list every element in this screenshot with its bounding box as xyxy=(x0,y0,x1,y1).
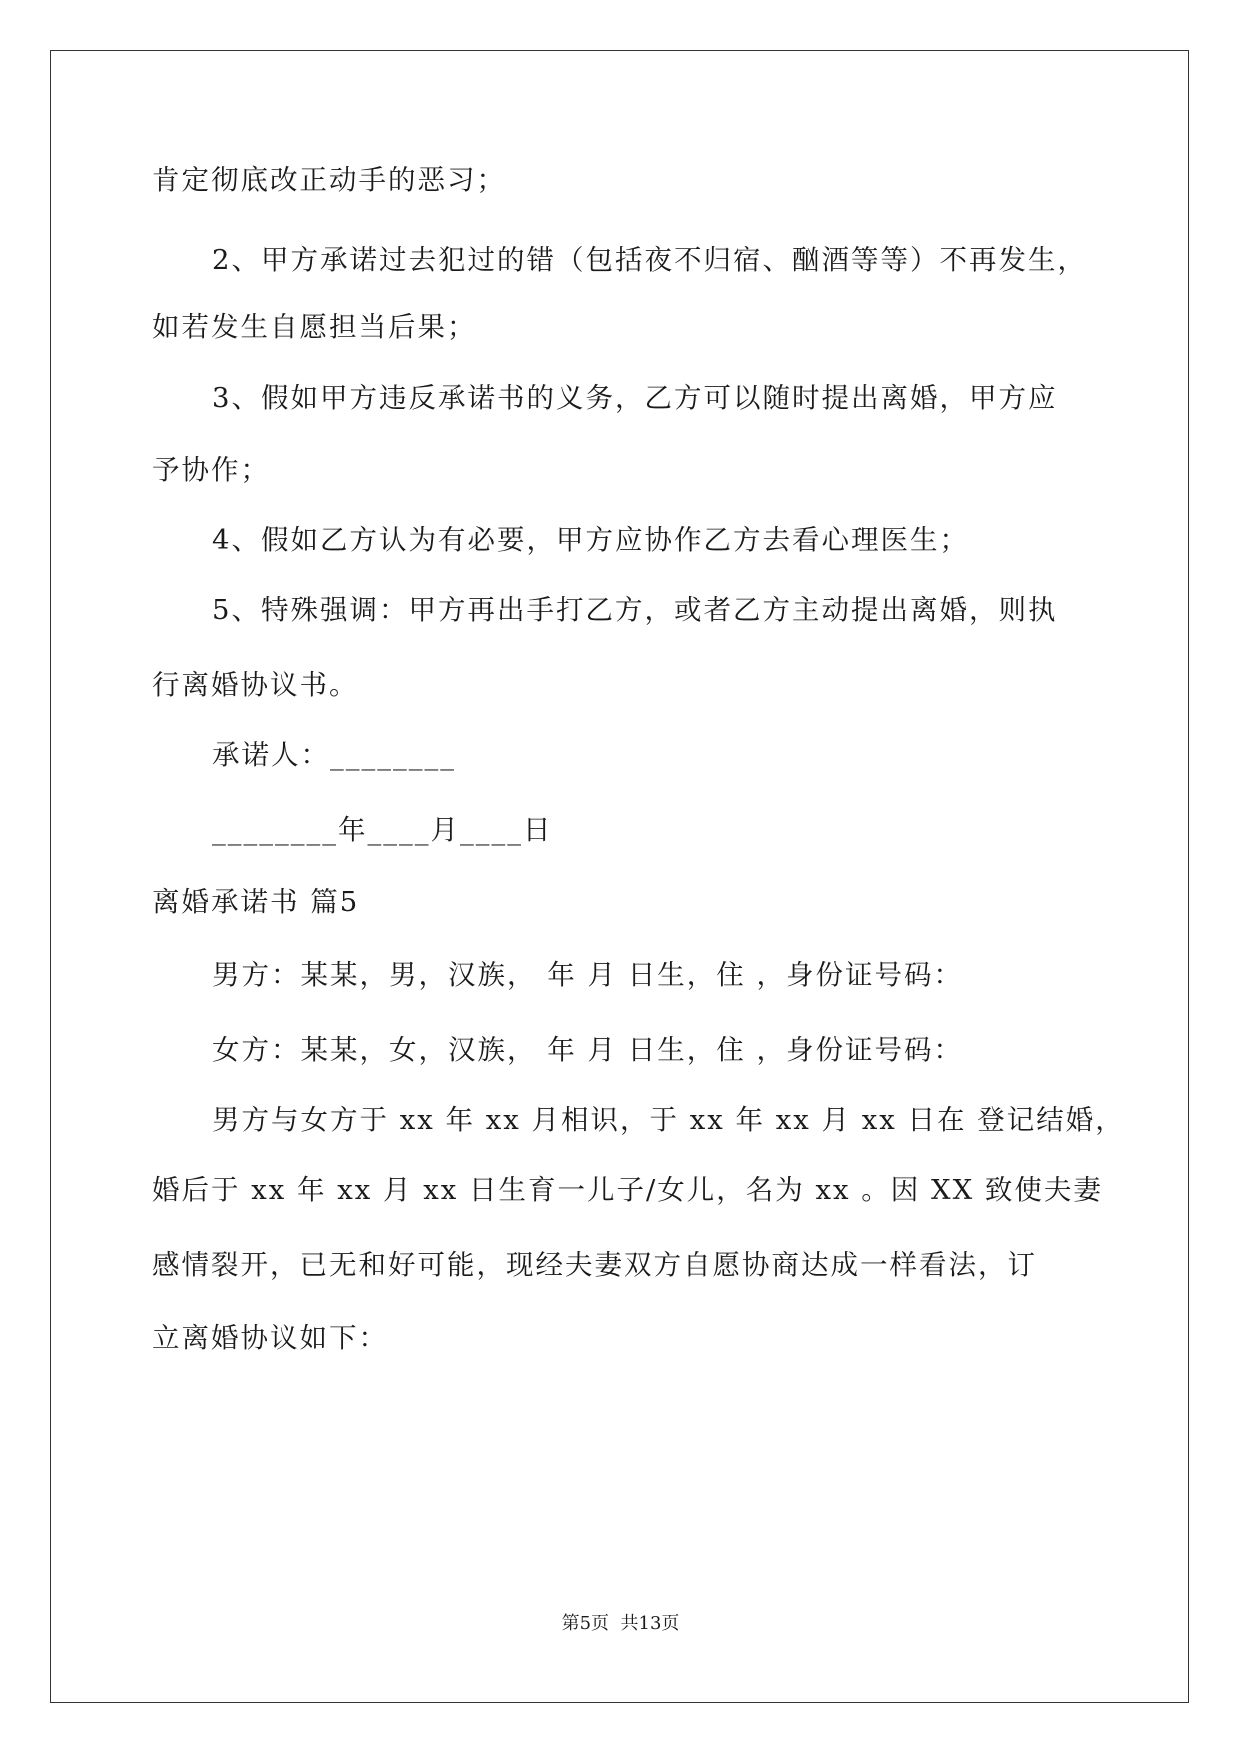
signer-line: 承诺人：________ xyxy=(212,739,456,771)
text-line-17: 立离婚协议如下： xyxy=(152,1322,388,1354)
text-line-4: 3、假如甲方违反承诺书的义务，乙方可以随时提出离婚，甲方应 xyxy=(212,382,1058,414)
page-number-footer: 第5页 共13页 xyxy=(561,1613,680,1634)
text-line-15: 婚后于 xx 年 xx 月 xx 日生育一儿子/女儿，名为 xx 。因 XX 致使夫妻 xyxy=(152,1174,1103,1206)
text-line-12: 男方：某某，男，汉族， 年 月 日生，住 ，身份证号码： xyxy=(212,959,963,991)
text-line-16: 感情裂开，已无和好可能，现经夫妻双方自愿协商达成一样看法，订 xyxy=(152,1249,1037,1281)
text-line-13: 女方：某某，女，汉族， 年 月 日生，住 ，身份证号码： xyxy=(212,1034,963,1066)
text-line-1: 肯定彻底改正动手的恶习； xyxy=(152,164,506,196)
text-line-7: 5、特殊强调：甲方再出手打乙方，或者乙方主动提出离婚，则执 xyxy=(212,594,1058,626)
text-line-14: 男方与女方于 xx 年 xx 月相识，于 xx 年 xx 月 xx 日在 登记结婚， xyxy=(212,1104,1125,1136)
page-border xyxy=(50,50,1189,1703)
text-line-8: 行离婚协议书。 xyxy=(152,669,359,701)
date-line: ________年____月____日 xyxy=(212,814,553,846)
section-heading: 离婚承诺书 篇5 xyxy=(152,886,360,918)
text-line-3: 如若发生自愿担当后果； xyxy=(152,311,477,343)
text-line-2: 2、甲方承诺过去犯过的错（包括夜不归宿、酗酒等等）不再发生， xyxy=(212,244,1087,276)
text-line-5: 予协作； xyxy=(152,454,270,486)
text-line-6: 4、假如乙方认为有必要，甲方应协作乙方去看心理医生； xyxy=(212,524,969,556)
